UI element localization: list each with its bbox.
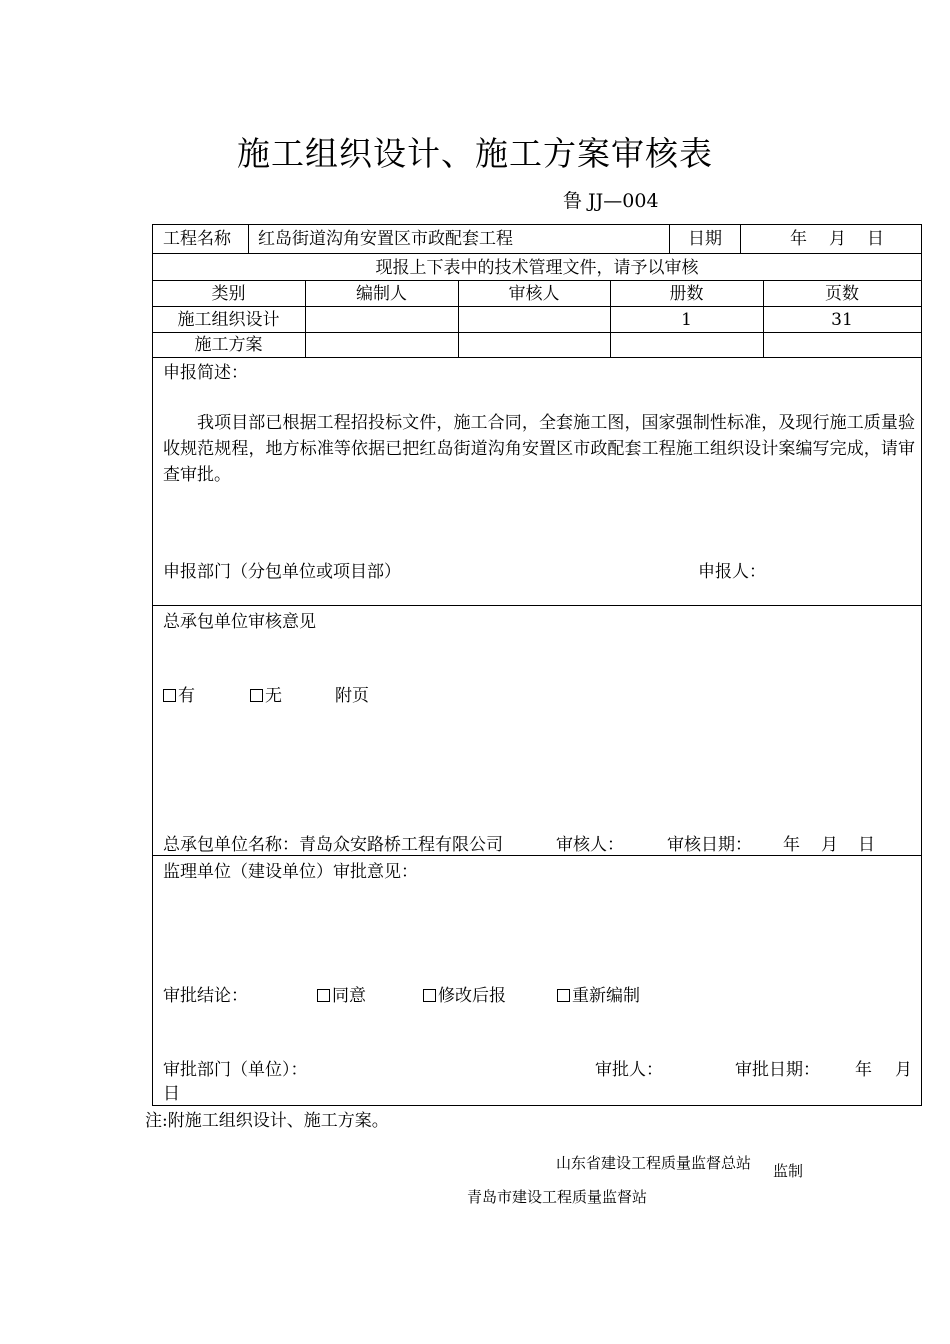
footer-org-2: 青岛市建设工程质量监督站 (467, 1188, 648, 1206)
date-year: 年 (790, 229, 807, 249)
conclusion-label: 审批结论： (163, 986, 248, 1006)
checkbox-icon (250, 689, 263, 702)
approver-label: 审批人： (595, 1060, 663, 1080)
attach-label: 附页 (335, 686, 369, 706)
table-cell: 1 (681, 310, 692, 330)
table-rule (740, 224, 741, 253)
date-day: 日 (867, 229, 884, 249)
column-header: 编制人 (356, 284, 407, 304)
report-body: 我项目部已根据工程招投标文件，施工合同，全套施工图，国家强制性标准，及现行施工质量验收规范规程，地方标准等依据已把红岛街道沟角安置区市政配套工程施工组织设计案编写完成，请审查审批。 (163, 413, 915, 485)
table-rule (669, 224, 670, 253)
checkbox-icon (163, 689, 176, 702)
option-no-label: 无 (265, 686, 282, 706)
review-month: 月 (821, 835, 838, 855)
column-header: 审核人 (508, 284, 560, 304)
option-agree-label: 同意 (332, 986, 366, 1006)
option-redo-label: 重新编制 (572, 986, 640, 1006)
date-label: 日期 (688, 229, 722, 249)
approve-date-label: 审批日期： (735, 1060, 820, 1080)
contractor-name: 总承包单位名称：青岛众安路桥工程有限公司 (163, 835, 503, 855)
option-yes[interactable] (163, 685, 195, 707)
approve-month: 月 (895, 1060, 912, 1080)
table-cell: 31 (831, 310, 853, 330)
review-year: 年 (783, 835, 800, 855)
table-rule (152, 253, 922, 254)
form-code: 鲁 JJ—004 (563, 190, 659, 212)
checkbox-icon (557, 989, 570, 1002)
footer-org-1-suffix: 监制 (773, 1162, 804, 1180)
table-rule (152, 1105, 922, 1106)
review-day: 日 (858, 835, 875, 855)
supervisor-heading: 监理单位（建设单位）审批意见： (163, 862, 418, 882)
option-redo[interactable] (557, 985, 640, 1007)
report-person-label: 申报人： (698, 562, 766, 582)
report-heading: 申报简述： (163, 363, 248, 383)
page-title: 施工组织设计、施工方案审核表 (237, 134, 713, 173)
report-dept-label: 申报部门（分包单位或项目部） (163, 562, 401, 582)
option-no[interactable] (250, 685, 282, 707)
date-month: 月 (829, 229, 846, 249)
column-header: 册数 (669, 284, 704, 304)
contractor-reviewer: 审核人： (556, 835, 624, 855)
table-cell: 施工方案 (194, 335, 263, 355)
approve-dept-label: 审批部门（单位）： (163, 1060, 308, 1080)
approve-day: 日 (163, 1084, 180, 1104)
checkbox-icon (317, 989, 330, 1002)
checkbox-icon (423, 989, 436, 1002)
table-rule (248, 224, 249, 253)
project-name-label: 工程名称 (163, 229, 231, 249)
table-rule (152, 224, 922, 225)
option-modify[interactable] (423, 985, 506, 1007)
table-rule (152, 605, 922, 606)
contractor-review-date: 审核日期： (667, 835, 752, 855)
table-cell: 施工组织设计 (177, 310, 280, 330)
notice-text: 现报上下表中的技术管理文件，请予以审核 (375, 258, 699, 278)
contractor-heading: 总承包单位审核意见 (163, 612, 316, 632)
option-modify-label: 修改后报 (438, 986, 506, 1006)
table-rule (152, 332, 922, 333)
project-name-value: 红岛街道沟角安置区市政配套工程 (258, 229, 513, 249)
footer-org-1: 山东省建设工程质量监督总站 (556, 1154, 752, 1172)
option-yes-label: 有 (178, 686, 195, 706)
approve-year: 年 (855, 1060, 872, 1080)
option-agree[interactable] (317, 985, 366, 1007)
column-header: 类别 (211, 284, 246, 304)
table-rule (152, 280, 922, 281)
table-rule (152, 357, 922, 358)
footer-note: 注:附施工组织设计、施工方案。 (145, 1111, 389, 1131)
column-header: 页数 (825, 284, 859, 304)
table-rule (152, 306, 922, 307)
